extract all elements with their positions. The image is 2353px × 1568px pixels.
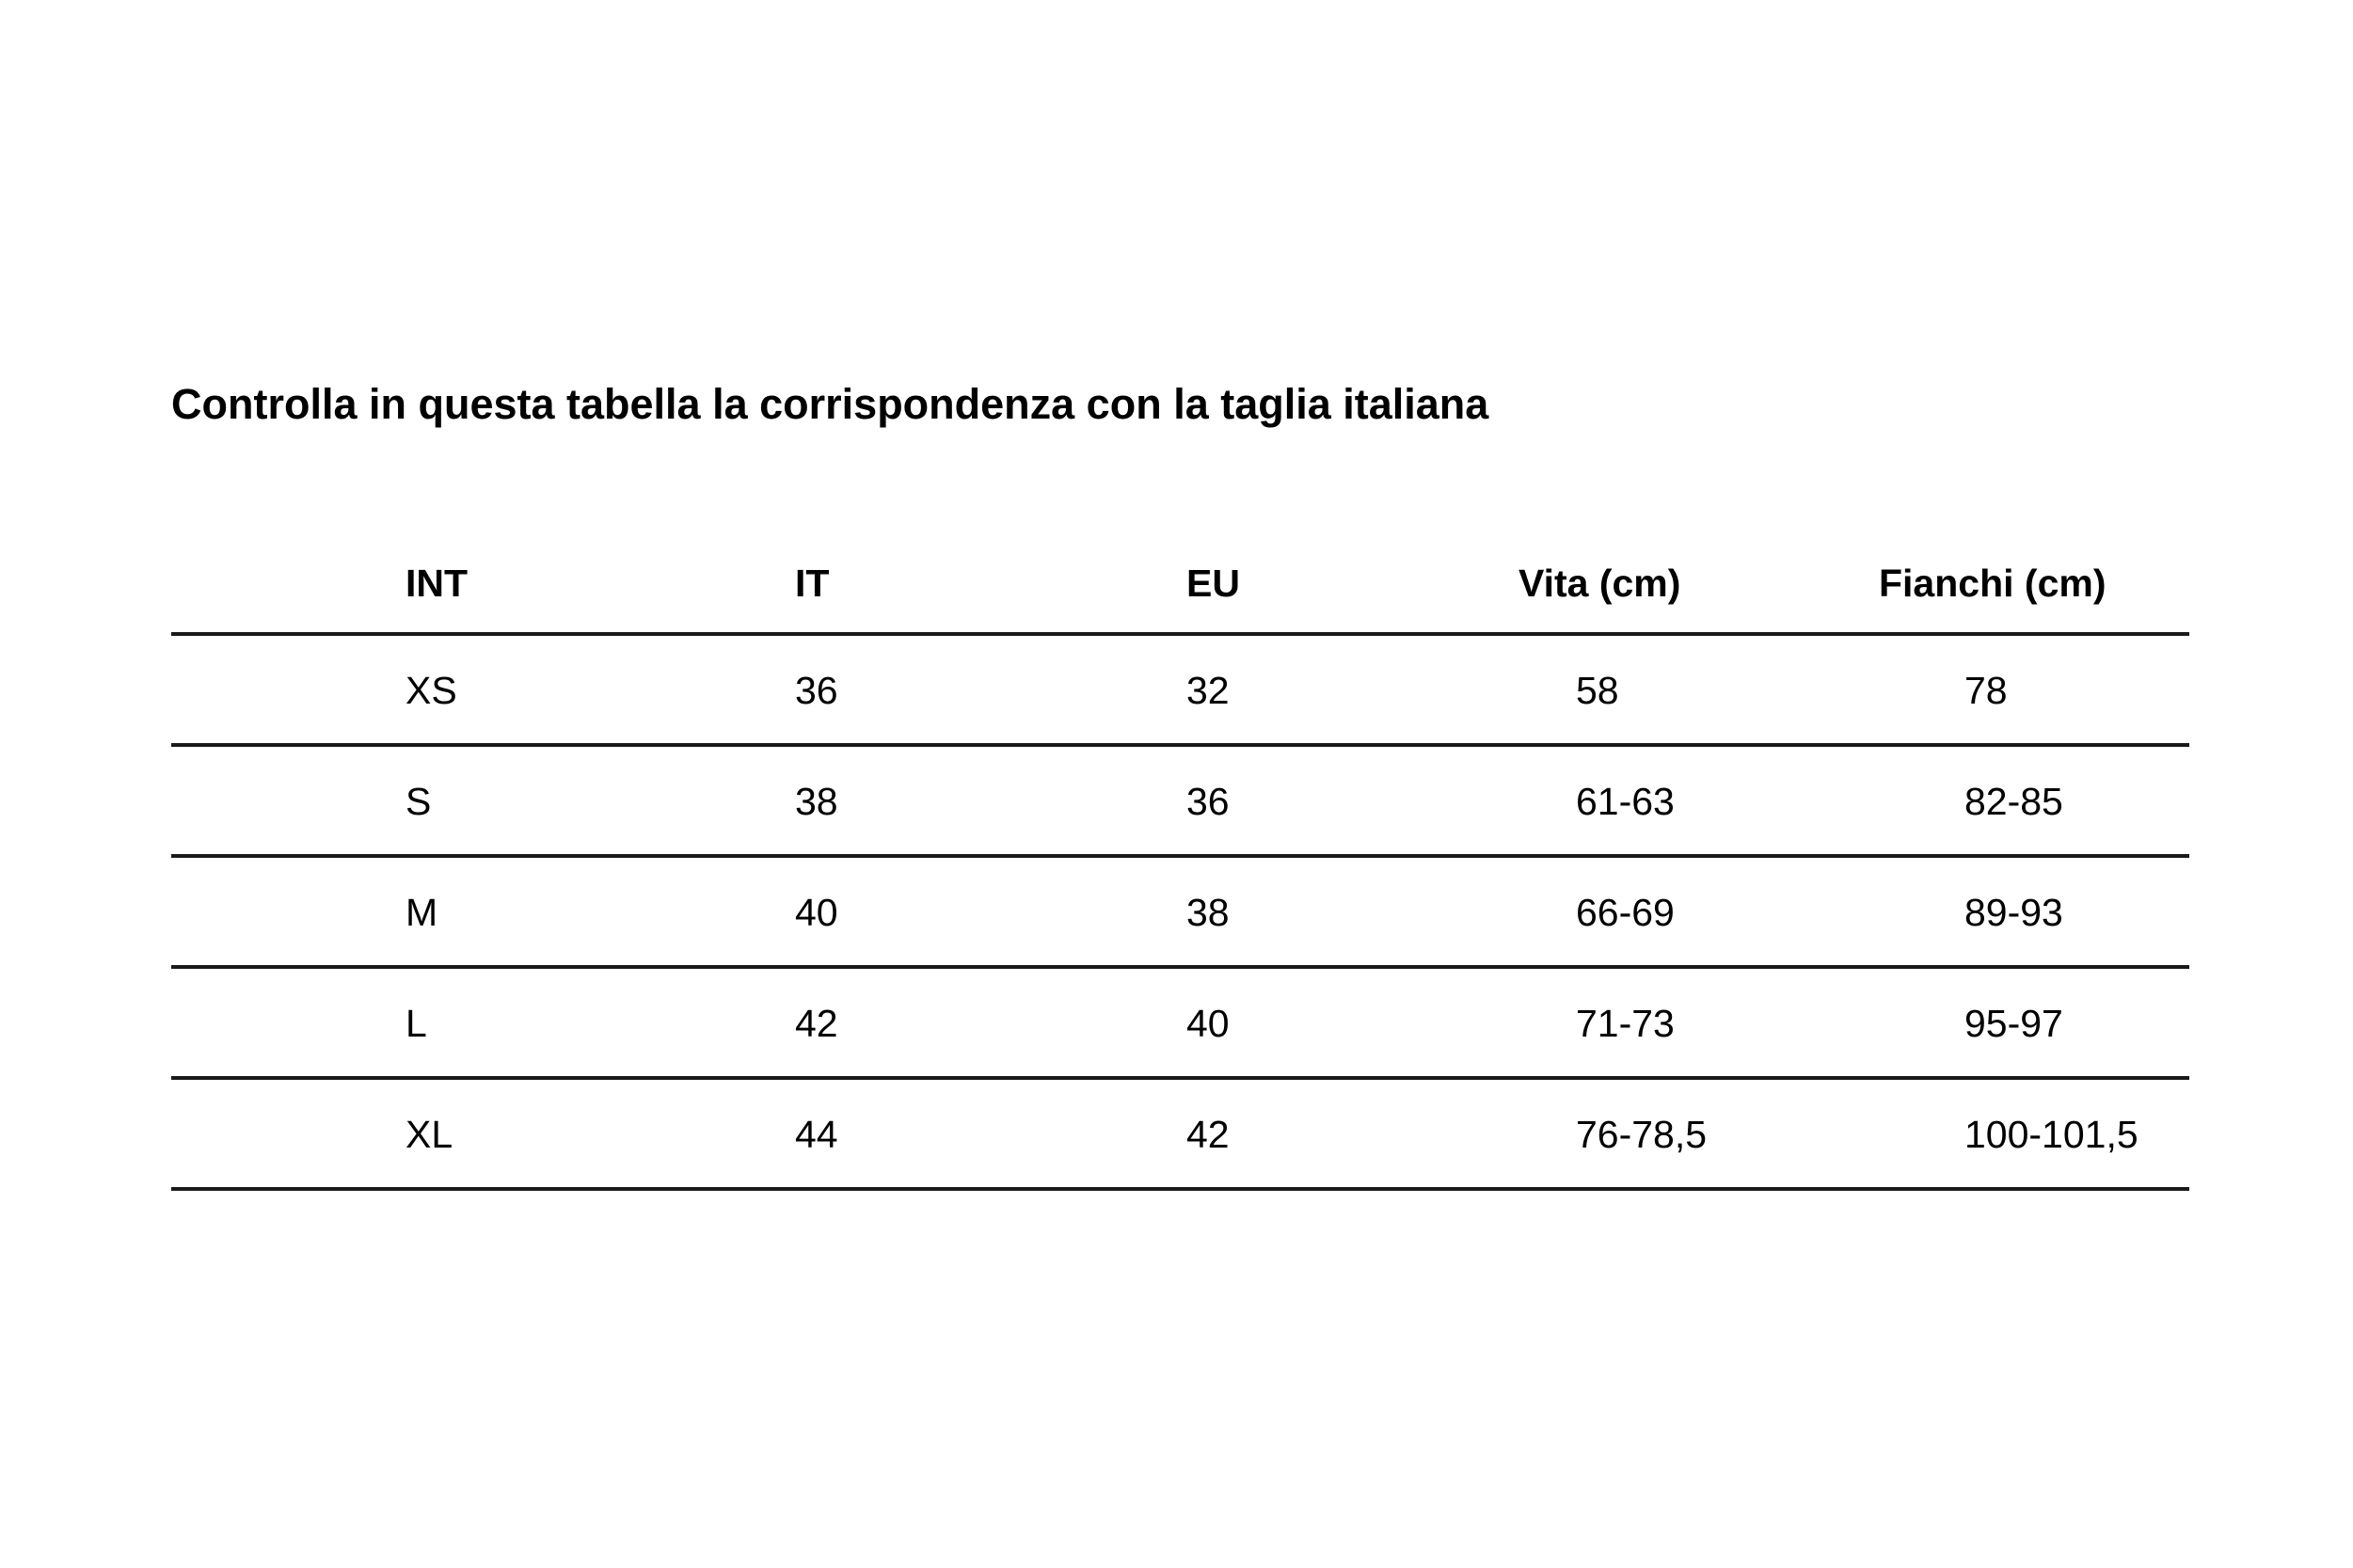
table-row: [171, 858, 2189, 969]
cell-fianchi: 82-85: [1964, 780, 2063, 823]
cell-fianchi: 78: [1964, 669, 2008, 712]
cell-fianchi: 100-101,5: [1964, 1113, 2138, 1156]
cell-int: XS: [405, 669, 457, 712]
table-header-row: [171, 555, 2189, 636]
cell-int: M: [405, 891, 438, 934]
header-fianchi: Fianchi (cm): [1879, 562, 2107, 605]
cell-vita: 76-78,5: [1576, 1113, 1708, 1156]
cell-eu: 38: [1186, 891, 1230, 934]
cell-vita: 61-63: [1576, 780, 1675, 823]
header-eu: EU: [1186, 562, 1240, 605]
cell-eu: 40: [1186, 1002, 1230, 1045]
cell-eu: 32: [1186, 669, 1230, 712]
cell-it: 36: [795, 669, 838, 712]
cell-eu: 36: [1186, 780, 1230, 823]
header-it: IT: [795, 562, 830, 605]
page-title: Controlla in questa tabella la corrispondenza con la taglia italiana: [171, 380, 1489, 428]
cell-int: XL: [405, 1113, 453, 1156]
cell-fianchi: 95-97: [1964, 1002, 2063, 1045]
cell-eu: 42: [1186, 1113, 1230, 1156]
table-row: [171, 747, 2189, 858]
table-row: [171, 636, 2189, 747]
header-vita: Vita (cm): [1518, 562, 1681, 605]
cell-vita: 58: [1576, 669, 1619, 712]
cell-it: 42: [795, 1002, 838, 1045]
header-int: INT: [405, 562, 469, 605]
table-row: [171, 969, 2189, 1080]
cell-int: S: [405, 780, 432, 823]
cell-fianchi: 89-93: [1964, 891, 2063, 934]
cell-int: L: [405, 1002, 427, 1045]
cell-vita: 66-69: [1576, 891, 1675, 934]
size-table: [171, 555, 2189, 1191]
cell-it: 40: [795, 891, 838, 934]
cell-vita: 71-73: [1576, 1002, 1675, 1045]
table-row: [171, 1080, 2189, 1191]
cell-it: 38: [795, 780, 838, 823]
cell-it: 44: [795, 1113, 838, 1156]
